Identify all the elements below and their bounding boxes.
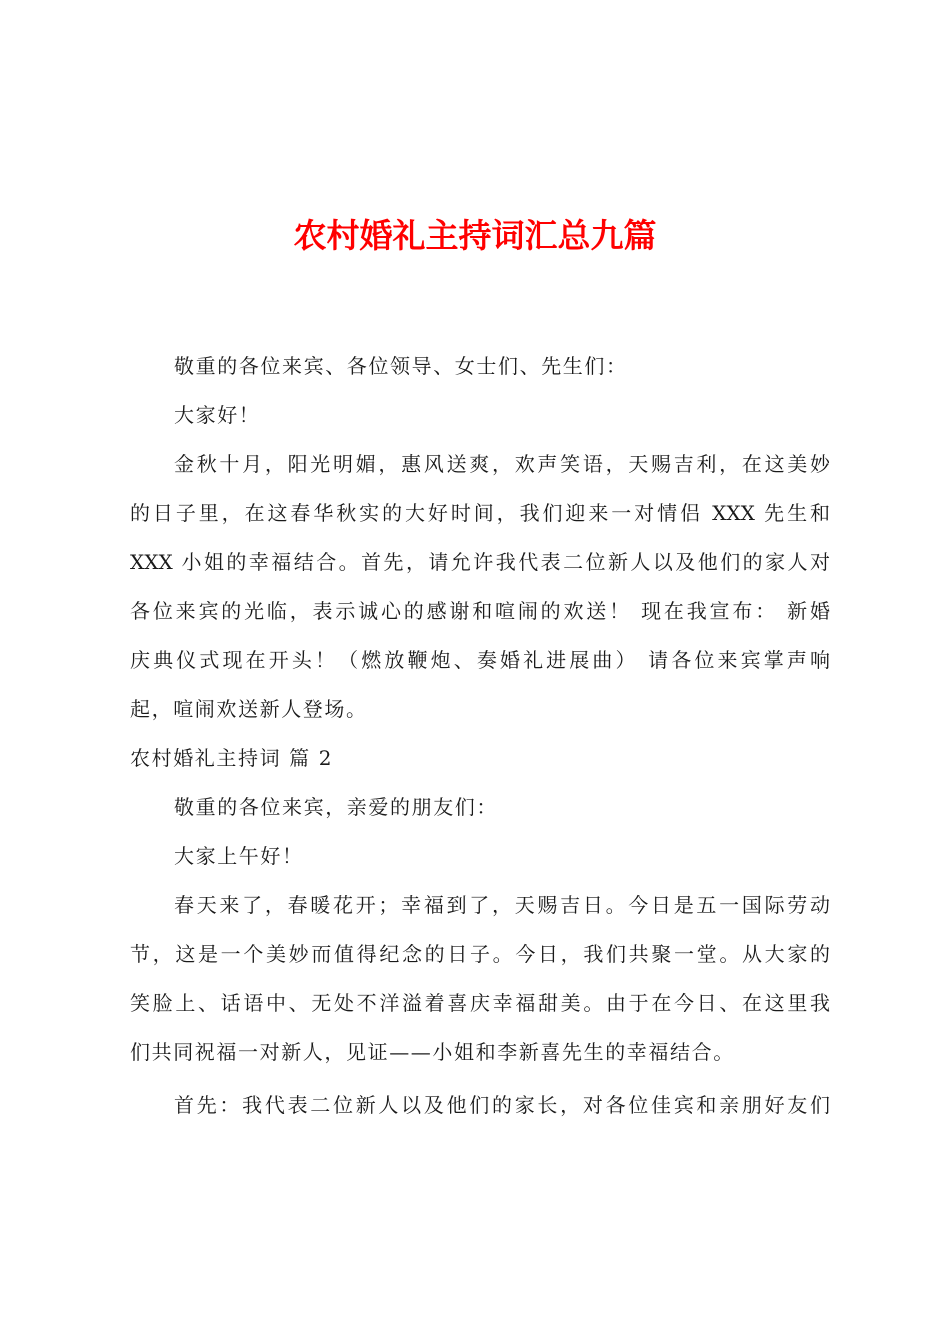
paragraph-line: 节，这是一个美妙而值得纪念的日子。今日，我们共聚一堂。从大家的	[130, 942, 830, 966]
document-title: 农村婚礼主持词汇总九篇	[293, 216, 657, 255]
section-heading: 农村婚礼主持词 篇 2	[130, 746, 334, 770]
greeting-line: 敬重的各位来宾、各位领导、女士们、先生们：	[174, 354, 628, 378]
paragraph-line: 笑脸上、话语中、无处不洋溢着喜庆幸福甜美。由于在今日、在这里我	[130, 991, 830, 1015]
paragraph-line: 的日子里，在这春华秋实的大好时间，我们迎来一对情侣 XXX 先生和	[130, 501, 830, 525]
greeting-line: 敬重的各位来宾，亲爱的朋友们：	[174, 795, 498, 819]
paragraph-line: 起，喧闹欢送新人登场。	[130, 697, 368, 721]
paragraph-line: 春天来了，春暖花开；幸福到了，天赐吉日。今日是五一国际劳动	[174, 893, 830, 917]
paragraph-line: 庆典仪式现在开头！（燃放鞭炮、奏婚礼进展曲） 请各位来宾掌声响	[130, 648, 830, 672]
document-body	[130, 342, 830, 1130]
paragraph-line: 们共同祝福一对新人，见证——小姐和李新喜先生的幸福结合。	[130, 1040, 735, 1064]
salutation-line: 大家好！	[174, 403, 261, 427]
salutation-line: 大家上午好！	[174, 844, 304, 868]
paragraph-line: 首先：我代表二位新人以及他们的家长，对各位佳宾和亲朋好友们	[174, 1093, 830, 1117]
paragraph-line: XXX 小姐的幸福结合。首先，请允许我代表二位新人以及他们的家人对	[130, 550, 830, 574]
paragraph-line: 各位来宾的光临，表示诚心的感谢和喧闹的欢送！ 现在我宣布： 新婚	[130, 599, 830, 623]
paragraph-line: 金秋十月，阳光明媚，惠风送爽，欢声笑语，天赐吉利，在这美妙	[174, 452, 830, 476]
